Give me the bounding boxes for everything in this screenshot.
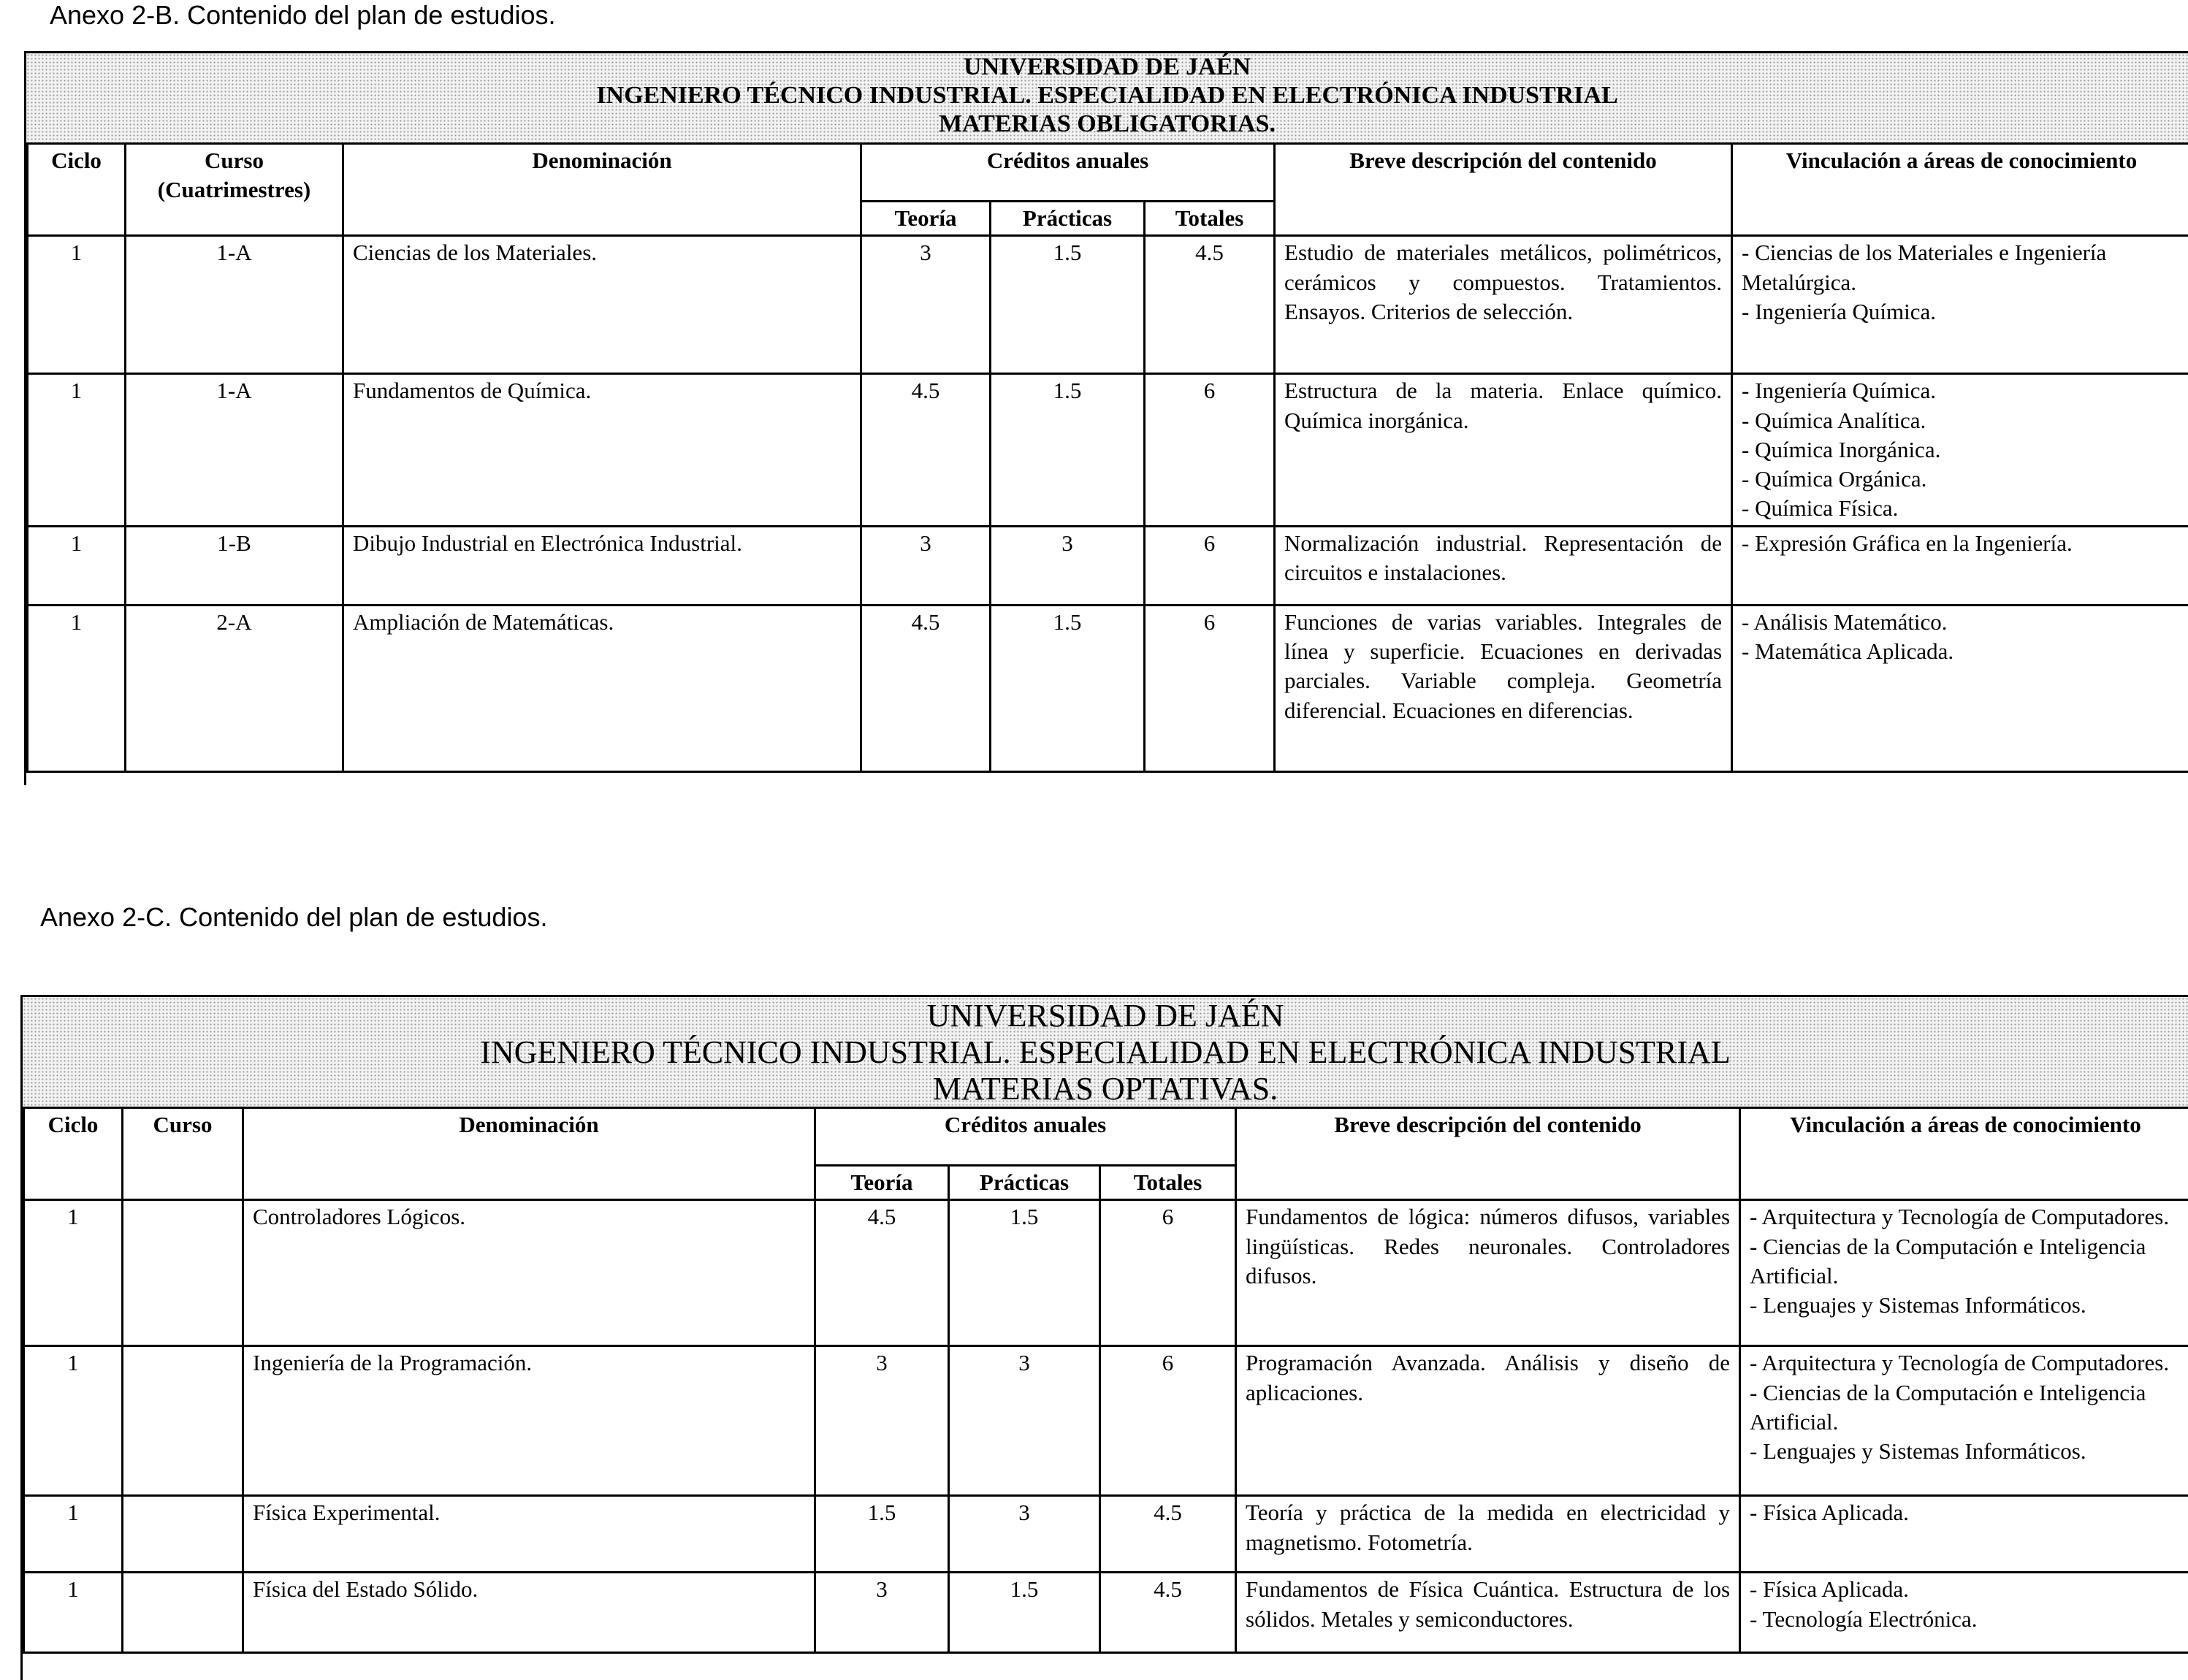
annex-c-title: Anexo 2-C. Contenido del plan de estudios.: [40, 902, 548, 932]
cell-totales: 4.5: [1100, 1573, 1236, 1653]
area-item: - Arquitectura y Tecnología de Computadores.: [1750, 1350, 2170, 1376]
annex-c-sheet: [20, 995, 2188, 1680]
area-item: - Tecnología Electrónica.: [1750, 1605, 1978, 1632]
header-creditos: Créditos anuales: [815, 1108, 1236, 1166]
cell-curso: [123, 1200, 243, 1346]
header-teoria: Teoría: [815, 1166, 949, 1200]
header-creditos: Créditos anuales: [861, 144, 1275, 202]
header-practicas: Prácticas: [991, 202, 1145, 236]
cell-areas: [1740, 1573, 2188, 1653]
cell-practicas: 3: [949, 1346, 1100, 1496]
cell-practicas: 3: [949, 1496, 1100, 1573]
cell-descripcion: Fundamentos de Física Cuántica. Estructura de los sólidos. Metales y semiconductores.: [1236, 1573, 1740, 1653]
area-item: - Ciencias de la Computación e Inteligencia Artificial.: [1750, 1233, 2146, 1288]
area-item: - Ingeniería Química.: [1742, 298, 1936, 324]
cell-practicas: 1.5: [991, 605, 1145, 771]
banner-section: MATERIAS OBLIGATORIAS.: [939, 110, 1276, 137]
cell-curso: [123, 1346, 243, 1496]
cell-practicas: 1.5: [991, 236, 1145, 374]
cell-totales: 6: [1145, 526, 1275, 605]
table-row: [24, 1200, 2188, 1346]
annex-b-banner: [26, 53, 2188, 142]
cell-areas: [1740, 1496, 2188, 1573]
area-item: - Ciencias de la Computación e Inteligencia Artificial.: [1750, 1379, 2146, 1435]
banner-section: MATERIAS OPTATIVAS.: [932, 1071, 1278, 1107]
header-curso: Curso (Cuatrimestres): [126, 144, 343, 236]
cell-denominacion: Fundamentos de Química.: [343, 374, 861, 526]
cell-teoria: 3: [861, 526, 991, 605]
area-item: - Análisis Matemático.: [1742, 608, 1948, 635]
header-ciclo: Ciclo: [28, 144, 126, 236]
area-item: - Lenguajes y Sistemas Informáticos.: [1750, 1292, 2086, 1318]
cell-ciclo: 1: [24, 1346, 123, 1496]
cell-denominacion: Ampliación de Matemáticas.: [343, 605, 861, 771]
cell-teoria: 3: [815, 1346, 949, 1496]
area-item: - Ingeniería Química.: [1742, 378, 1936, 404]
table-row: [28, 236, 2188, 374]
cell-curso: 2-A: [126, 605, 343, 771]
header-totales: Totales: [1100, 1166, 1236, 1200]
banner-university: UNIVERSIDAD DE JAÉN: [964, 53, 1251, 80]
cell-practicas: 1.5: [991, 374, 1145, 526]
cell-denominacion: Física del Estado Sólido.: [243, 1573, 815, 1653]
table-row: [28, 374, 2188, 526]
header-denominacion: Denominación: [243, 1108, 815, 1200]
header-descripcion: Breve descripción del contenido: [1275, 144, 1732, 236]
cell-descripcion: Teoría y práctica de la medida en electricidad y magnetismo. Fotometría.: [1236, 1496, 1740, 1573]
table-row: [28, 605, 2188, 771]
cell-ciclo: 1: [24, 1200, 123, 1346]
cell-practicas: 1.5: [949, 1573, 1100, 1653]
cell-descripcion: Fundamentos de lógica: números difusos, variables lingüísticas. Redes neuronales. Controladores difusos.: [1236, 1200, 1740, 1346]
cell-curso: [123, 1573, 243, 1653]
cell-ciclo: 1: [28, 526, 126, 605]
header-vinculacion: Vinculación a áreas de conocimiento: [1732, 144, 2188, 236]
annex-c-table: [23, 1107, 2188, 1654]
cell-teoria: 3: [815, 1573, 949, 1653]
cell-areas: [1732, 605, 2188, 771]
cell-totales: 4.5: [1100, 1496, 1236, 1573]
cell-teoria: 1.5: [815, 1496, 949, 1573]
cell-curso: 1-B: [126, 526, 343, 605]
cell-totales: 4.5: [1145, 236, 1275, 374]
area-item: - Lenguajes y Sistemas Informáticos.: [1750, 1438, 2086, 1465]
area-item: - Expresión Gráfica en la Ingeniería.: [1742, 530, 2073, 556]
cell-descripcion: Estructura de la materia. Enlace químico. Química inorgánica.: [1275, 374, 1732, 526]
table-row: [24, 1346, 2188, 1496]
cell-areas: [1732, 526, 2188, 605]
cell-ciclo: 1: [24, 1573, 123, 1653]
cell-ciclo: 1: [24, 1496, 123, 1573]
cell-denominacion: Física Experimental.: [243, 1496, 815, 1573]
header-curso: Curso: [123, 1108, 243, 1200]
cell-ciclo: 1: [28, 605, 126, 771]
cell-teoria: 4.5: [861, 605, 991, 771]
cell-descripcion: Estudio de materiales metálicos, polimétricos, cerámicos y compuestos. Tratamientos. Ensayos. Criterios de selección.: [1275, 236, 1732, 374]
cell-areas: [1740, 1346, 2188, 1496]
cell-totales: 6: [1145, 374, 1275, 526]
header-denominacion: Denominación: [343, 144, 861, 236]
annex-b-sheet: [24, 51, 2188, 785]
cell-ciclo: 1: [28, 374, 126, 526]
cell-areas: [1732, 374, 2188, 526]
area-item: - Física Aplicada.: [1750, 1576, 1909, 1603]
cell-teoria: 3: [861, 236, 991, 374]
header-descripcion: Breve descripción del contenido: [1236, 1108, 1740, 1200]
annex-b-title: Anexo 2-B. Contenido del plan de estudios.: [50, 0, 556, 30]
annex-b-table: [26, 142, 2188, 773]
cell-totales: 6: [1145, 605, 1275, 771]
cell-curso: [123, 1496, 243, 1573]
area-item: - Física Aplicada.: [1750, 1500, 1909, 1526]
banner-university: UNIVERSIDAD DE JAÉN: [926, 998, 1284, 1034]
area-item: - Química Analítica.: [1742, 407, 1926, 433]
cell-areas: [1740, 1200, 2188, 1346]
banner-degree: INGENIERO TÉCNICO INDUSTRIAL. ESPECIALIDAD EN ELECTRÓNICA INDUSTRIAL: [596, 82, 1618, 109]
cell-descripcion: Normalización industrial. Representación de circuitos e instalaciones.: [1275, 526, 1732, 605]
header-teoria: Teoría: [861, 202, 991, 236]
header-ciclo: Ciclo: [24, 1108, 123, 1200]
area-item: - Ciencias de los Materiales e Ingeniería Metalúrgica.: [1742, 240, 2107, 295]
table-row: [24, 1573, 2188, 1653]
area-item: - Química Inorgánica.: [1742, 436, 1941, 462]
header-vinculacion: Vinculación a áreas de conocimiento: [1740, 1108, 2188, 1200]
cell-denominacion: Dibujo Industrial en Electrónica Industrial.: [343, 526, 861, 605]
cell-practicas: 3: [991, 526, 1145, 605]
cell-curso: 1-A: [126, 236, 343, 374]
cell-curso: 1-A: [126, 374, 343, 526]
area-item: - Química Orgánica.: [1742, 466, 1927, 492]
cell-teoria: 4.5: [861, 374, 991, 526]
area-item: - Arquitectura y Tecnología de Computadores.: [1750, 1204, 2170, 1230]
cell-teoria: 4.5: [815, 1200, 949, 1346]
cell-denominacion: Ciencias de los Materiales.: [343, 236, 861, 374]
banner-degree: INGENIERO TÉCNICO INDUSTRIAL. ESPECIALIDAD EN ELECTRÓNICA INDUSTRIAL: [480, 1034, 1731, 1070]
header-totales: Totales: [1145, 202, 1275, 236]
cell-descripcion: Programación Avanzada. Análisis y diseño de aplicaciones.: [1236, 1346, 1740, 1496]
table-row: [28, 526, 2188, 605]
cell-denominacion: Ingeniería de la Programación.: [243, 1346, 815, 1496]
cell-practicas: 1.5: [949, 1200, 1100, 1346]
annex-c-banner: [23, 997, 2188, 1107]
cell-areas: [1732, 236, 2188, 374]
cell-descripcion: Funciones de varias variables. Integrales de línea y superficie. Ecuaciones en derivadas parciales. Variable compleja. Geometría diferencial. Ecuaciones en diferencias.: [1275, 605, 1732, 771]
header-practicas: Prácticas: [949, 1166, 1100, 1200]
table-row: [24, 1496, 2188, 1573]
area-item: - Química Física.: [1742, 495, 1899, 522]
cell-totales: 6: [1100, 1200, 1236, 1346]
cell-ciclo: 1: [28, 236, 126, 374]
cell-totales: 6: [1100, 1346, 1236, 1496]
area-item: - Matemática Aplicada.: [1742, 638, 1954, 665]
cell-denominacion: Controladores Lógicos.: [243, 1200, 815, 1346]
